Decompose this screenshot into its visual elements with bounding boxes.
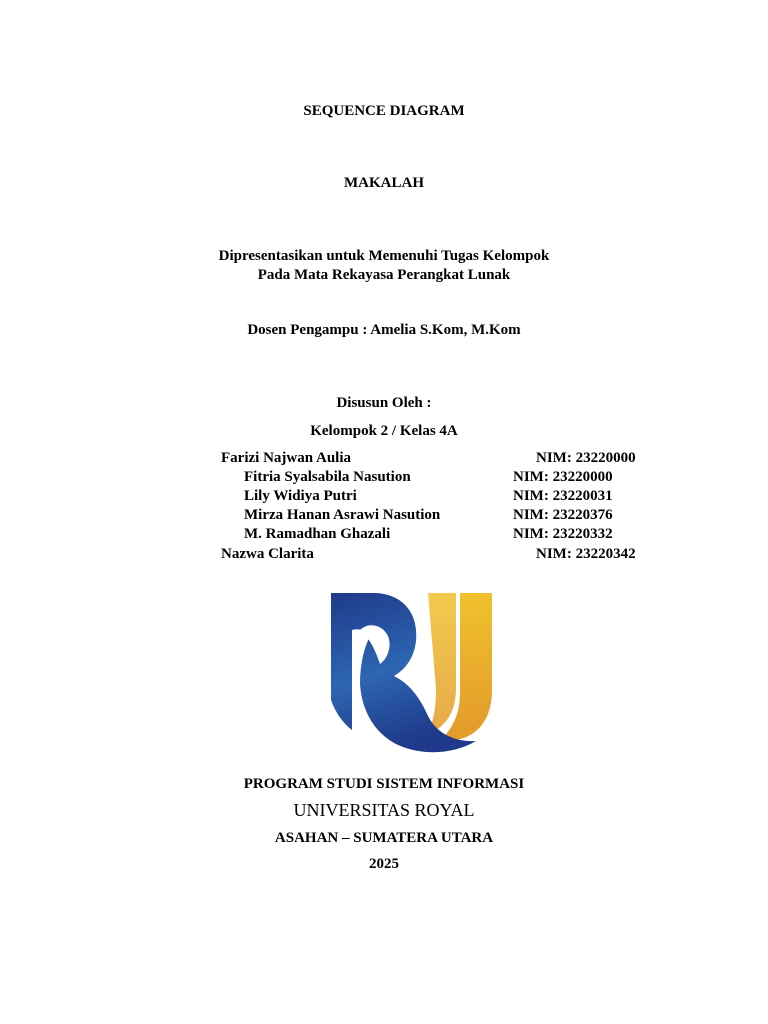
document-subtitle: MAKALAH [344, 175, 424, 191]
purpose-line-1: Dipresentasikan untuk Memenuhi Tugas Kelompok [218, 248, 550, 264]
member-name: Mirza Hanan Asrawi Nasution [244, 507, 441, 523]
member-nim: NIM: 23220000 [513, 469, 613, 485]
year-label: 2025 [369, 856, 399, 872]
member-name: Nazwa Clarita [221, 546, 314, 562]
member-nim: NIM: 23220332 [513, 526, 613, 542]
program-label: PROGRAM STUDI SISTEM INFORMASI [243, 776, 525, 792]
group-label: Kelompok 2 / Kelas 4A [310, 423, 458, 439]
university-logo-icon [330, 592, 494, 754]
member-nim: NIM: 23220342 [536, 546, 636, 562]
member-nim: NIM: 23220376 [513, 507, 613, 523]
member-name: M. Ramadhan Ghazali [244, 526, 391, 542]
document-title: SEQUENCE DIAGRAM [303, 103, 465, 119]
lecturer-line: Dosen Pengampu : Amelia S.Kom, M.Kom [247, 322, 521, 338]
member-name: Farizi Najwan Aulia [221, 450, 351, 466]
location-label: ASAHAN – SUMATERA UTARA [274, 830, 494, 846]
university-name: UNIVERSITAS ROYAL [293, 800, 475, 820]
member-name: Fitria Syalsabila Nasution [244, 469, 411, 485]
member-nim: NIM: 23220000 [536, 450, 636, 466]
purpose-line-2: Pada Mata Rekayasa Perangkat Lunak [257, 267, 511, 283]
compiled-by-label: Disusun Oleh : [336, 395, 432, 411]
member-name: Lily Widiya Putri [244, 488, 357, 504]
member-nim: NIM: 23220031 [513, 488, 613, 504]
